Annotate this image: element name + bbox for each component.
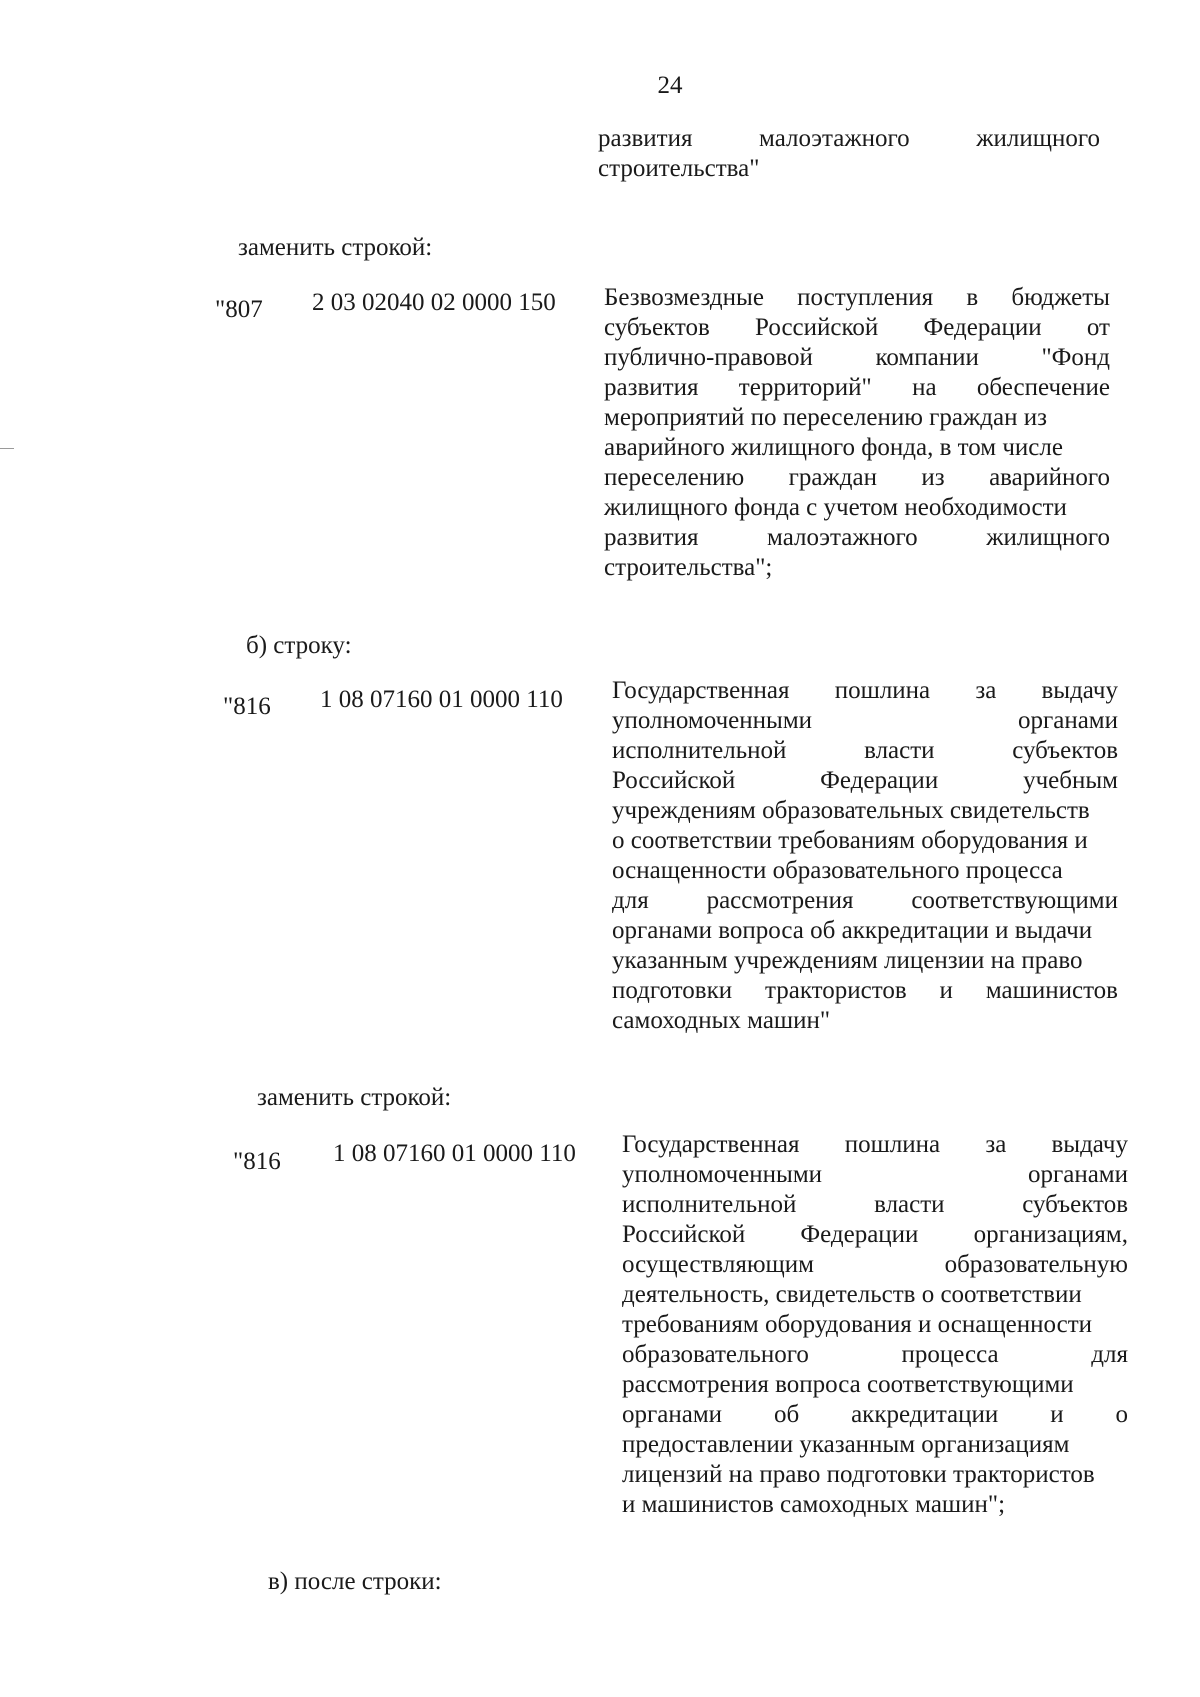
description-line bbox=[612, 766, 1118, 796]
description-word: малоэтажного bbox=[767, 524, 918, 551]
description-word: уполномоченными bbox=[622, 1161, 823, 1188]
row2-number: "816 bbox=[223, 693, 271, 720]
description-word: Федерации bbox=[923, 314, 1042, 341]
row2-code: 1 08 07160 01 0000 110 bbox=[320, 686, 563, 713]
description-line bbox=[604, 403, 1110, 433]
description-line bbox=[622, 1280, 1128, 1310]
description-word: об bbox=[773, 1401, 800, 1428]
page-number: 24 bbox=[657, 72, 683, 99]
description-line bbox=[612, 676, 1118, 706]
description-word: органами bbox=[622, 1401, 723, 1428]
description-word: трактористов bbox=[765, 977, 907, 1004]
description-word: образовательную bbox=[944, 1251, 1128, 1278]
description-word: аварийного bbox=[989, 464, 1110, 491]
description-line bbox=[612, 796, 1118, 826]
description-line bbox=[598, 124, 1100, 154]
description-word: и bbox=[1050, 1401, 1064, 1428]
description-word: для bbox=[612, 887, 649, 914]
description-word: предоставлении указанным организациям bbox=[622, 1431, 1070, 1458]
description-word: о соответствии требованиям оборудования и bbox=[612, 827, 1088, 854]
description-line bbox=[622, 1340, 1128, 1370]
description-word: за bbox=[985, 1131, 1007, 1158]
description-word: из bbox=[921, 464, 945, 491]
description-word: обеспечение bbox=[976, 374, 1110, 401]
description-word: организациям, bbox=[973, 1221, 1128, 1248]
description-word: Российской bbox=[755, 314, 879, 341]
description-line bbox=[612, 736, 1118, 766]
margin-mark bbox=[0, 448, 14, 449]
description-word: Российской bbox=[612, 767, 736, 794]
description-word: Федерации bbox=[800, 1221, 919, 1248]
description-word: оснащенности образовательного процесса bbox=[612, 857, 1063, 884]
description-line bbox=[612, 826, 1118, 856]
replace-with-label-1: заменить строкой: bbox=[238, 234, 433, 261]
description-word: власти bbox=[874, 1191, 945, 1218]
description-word: самоходных машин" bbox=[612, 1007, 831, 1034]
description-line bbox=[604, 313, 1110, 343]
description-word: субъектов bbox=[1022, 1191, 1128, 1218]
description-word: жилищного фонда с учетом необходимости bbox=[604, 494, 1067, 521]
description-word: "Фонд bbox=[1041, 344, 1110, 371]
description-line bbox=[612, 946, 1118, 976]
description-word: жилищного bbox=[986, 524, 1110, 551]
row3-code: 1 08 07160 01 0000 110 bbox=[333, 1140, 576, 1167]
description-line bbox=[622, 1160, 1128, 1190]
description-word: требованиям оборудования и оснащенности bbox=[622, 1311, 1093, 1338]
description-word: органами вопроса об аккредитации и выдачи bbox=[612, 917, 1093, 944]
description-word: рассмотрения вопроса соответствующими bbox=[622, 1371, 1074, 1398]
description-word: поступления bbox=[797, 284, 934, 311]
description-word: для bbox=[1091, 1341, 1128, 1368]
row3-description bbox=[622, 1130, 1128, 1520]
description-line bbox=[622, 1400, 1128, 1430]
description-word: за bbox=[975, 677, 997, 704]
description-word: учреждениям образовательных свидетельств bbox=[612, 797, 1090, 824]
description-word: осуществляющим bbox=[622, 1251, 814, 1278]
description-word: Федерации bbox=[820, 767, 939, 794]
previous-row-description bbox=[598, 124, 1100, 184]
description-line bbox=[604, 493, 1110, 523]
description-line bbox=[622, 1220, 1128, 1250]
item-v-label: в) после строки: bbox=[268, 1568, 442, 1595]
description-word: бюджеты bbox=[1011, 284, 1110, 311]
description-word: малоэтажного bbox=[759, 125, 910, 152]
description-word: публично-правовой bbox=[604, 344, 813, 371]
description-word: на bbox=[912, 374, 937, 401]
row3-number: "816 bbox=[233, 1148, 281, 1175]
description-word: компании bbox=[875, 344, 979, 371]
description-line bbox=[612, 976, 1118, 1006]
description-line bbox=[612, 1006, 1118, 1036]
description-line bbox=[622, 1250, 1128, 1280]
description-word: субъектов bbox=[1012, 737, 1118, 764]
description-word: лицензий на право подготовки трактористов bbox=[622, 1461, 1095, 1488]
description-word: пошлина bbox=[834, 677, 931, 704]
description-word: Государственная bbox=[612, 677, 790, 704]
description-word: аварийного жилищного фонда, в том числе bbox=[604, 434, 1063, 461]
description-line bbox=[622, 1430, 1128, 1460]
description-line bbox=[604, 373, 1110, 403]
description-line bbox=[622, 1130, 1128, 1160]
description-line bbox=[622, 1490, 1128, 1520]
description-word: пошлина bbox=[844, 1131, 941, 1158]
description-word: переселению bbox=[604, 464, 745, 491]
description-line bbox=[604, 523, 1110, 553]
description-word: жилищного bbox=[976, 125, 1100, 152]
description-word: и bbox=[939, 977, 953, 1004]
item-b-label: б) строку: bbox=[246, 632, 352, 659]
description-word: машинистов bbox=[985, 977, 1118, 1004]
description-word: Российской bbox=[622, 1221, 746, 1248]
description-word: власти bbox=[864, 737, 935, 764]
row1-number: "807 bbox=[215, 296, 263, 323]
description-line bbox=[622, 1370, 1128, 1400]
description-word: строительства"; bbox=[604, 554, 773, 581]
description-line bbox=[622, 1460, 1128, 1490]
description-word: строительства" bbox=[598, 155, 760, 182]
description-word: Государственная bbox=[622, 1131, 800, 1158]
description-line bbox=[604, 283, 1110, 313]
description-word: аккредитации bbox=[851, 1401, 999, 1428]
description-word: исполнительной bbox=[622, 1191, 797, 1218]
description-line bbox=[598, 154, 1100, 184]
description-word: подготовки bbox=[612, 977, 733, 1004]
description-line bbox=[604, 553, 1110, 583]
description-word: Безвозмездные bbox=[604, 284, 764, 311]
description-word: развития bbox=[604, 374, 699, 401]
description-word: развития bbox=[604, 524, 699, 551]
description-line bbox=[612, 916, 1118, 946]
description-word: органами bbox=[1017, 707, 1118, 734]
description-line bbox=[622, 1310, 1128, 1340]
row1-code: 2 03 02040 02 0000 150 bbox=[312, 289, 556, 316]
description-word: выдачу bbox=[1041, 677, 1118, 704]
description-word: субъектов bbox=[604, 314, 710, 341]
replace-with-label-2: заменить строкой: bbox=[257, 1084, 452, 1111]
description-word: от bbox=[1086, 314, 1110, 341]
description-word: образовательного bbox=[622, 1341, 809, 1368]
description-line bbox=[622, 1190, 1128, 1220]
description-word: выдачу bbox=[1051, 1131, 1128, 1158]
description-word: органами bbox=[1027, 1161, 1128, 1188]
description-word: учебным bbox=[1023, 767, 1118, 794]
description-line bbox=[612, 706, 1118, 736]
description-line bbox=[612, 856, 1118, 886]
description-word: и машинистов самоходных машин"; bbox=[622, 1491, 1006, 1518]
description-word: граждан bbox=[788, 464, 877, 491]
description-line bbox=[604, 463, 1110, 493]
description-line bbox=[612, 886, 1118, 916]
description-line bbox=[604, 433, 1110, 463]
description-word: территорий" bbox=[738, 374, 872, 401]
description-word: мероприятий по переселению граждан из bbox=[604, 404, 1048, 431]
description-word: в bbox=[966, 284, 979, 311]
description-word: развития bbox=[598, 125, 693, 152]
description-word: указанным учреждениям лицензии на право bbox=[612, 947, 1083, 974]
description-word: уполномоченными bbox=[612, 707, 813, 734]
description-word: рассмотрения bbox=[706, 887, 854, 914]
description-word: деятельность, свидетельств о соответствии bbox=[622, 1281, 1082, 1308]
description-line bbox=[604, 343, 1110, 373]
description-word: исполнительной bbox=[612, 737, 787, 764]
description-word: о bbox=[1115, 1401, 1128, 1428]
row1-description bbox=[604, 283, 1110, 583]
row2-description bbox=[612, 676, 1118, 1036]
description-word: соответствующими bbox=[911, 887, 1118, 914]
description-word: процесса bbox=[901, 1341, 999, 1368]
